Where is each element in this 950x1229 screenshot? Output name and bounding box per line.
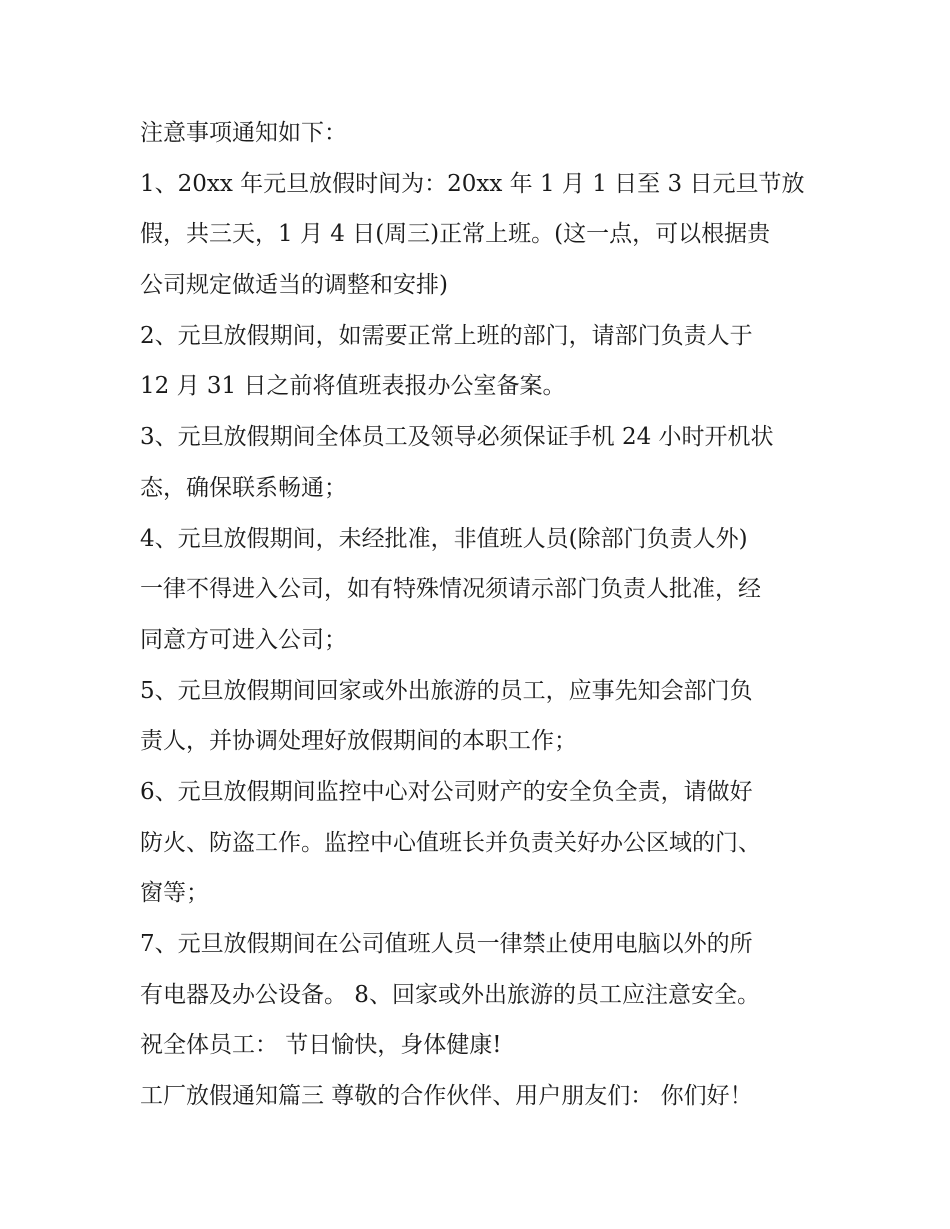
item-5-line-2: 责人，并协调处理好放假期间的本职工作；	[140, 728, 577, 755]
item-7-line-2: 有电器及办公设备。 8、回家或外出旅游的员工应注意安全。	[140, 981, 760, 1008]
section-three-heading: 工厂放假通知篇三 尊敬的合作伙伴、用户朋友们： 你们好！	[140, 1083, 753, 1110]
item-3-line-2: 态，确保联系畅通；	[140, 474, 347, 501]
item-4-line-3: 同意方可进入公司；	[140, 626, 347, 653]
item-1-line-2: 假，共三天，1 月 4 日(周三)正常上班。(这一点，可以根据贵	[140, 221, 771, 248]
item-4-line-2: 一律不得进入公司，如有特殊情况须请示部门负责人批准，经	[140, 576, 761, 603]
item-2-line-1: 2、元旦放假期间，如需要正常上班的部门，请部门负责人于	[140, 322, 753, 349]
item-6-line-1: 6、元旦放假期间监控中心对公司财产的安全负全责，请做好	[140, 778, 753, 805]
item-7-line-1: 7、元旦放假期间在公司值班人员一律禁止使用电脑以外的所	[140, 931, 753, 957]
notice-heading: 注意事项通知如下：	[140, 120, 347, 146]
item-6-line-2: 防火、防盗工作。监控中心值班长并负责关好办公区域的门、	[140, 829, 761, 856]
item-5-line-1: 5、元旦放假期间回家或外出旅游的员工，应事先知会部门负	[140, 677, 753, 704]
item-2-line-2: 12 月 31 日之前将值班表报办公室备案。	[140, 373, 566, 400]
item-1-line-1: 1、20xx 年元旦放假时间为：20xx 年 1 月 1 日至 3 日元旦节放	[140, 170, 805, 197]
item-1-line-3: 公司规定做适当的调整和安排)	[140, 272, 448, 299]
document-body	[140, 108, 830, 1122]
item-6-line-3: 窗等；	[140, 880, 209, 907]
item-3-line-1: 3、元旦放假期间全体员工及领导必须保证手机 24 小时开机状	[140, 424, 774, 451]
item-4-line-1: 4、元旦放假期间，未经批准，非值班人员(除部门负责人外)	[140, 525, 748, 552]
closing-greeting: 祝全体员工： 节日愉快，身体健康!	[140, 1032, 502, 1059]
